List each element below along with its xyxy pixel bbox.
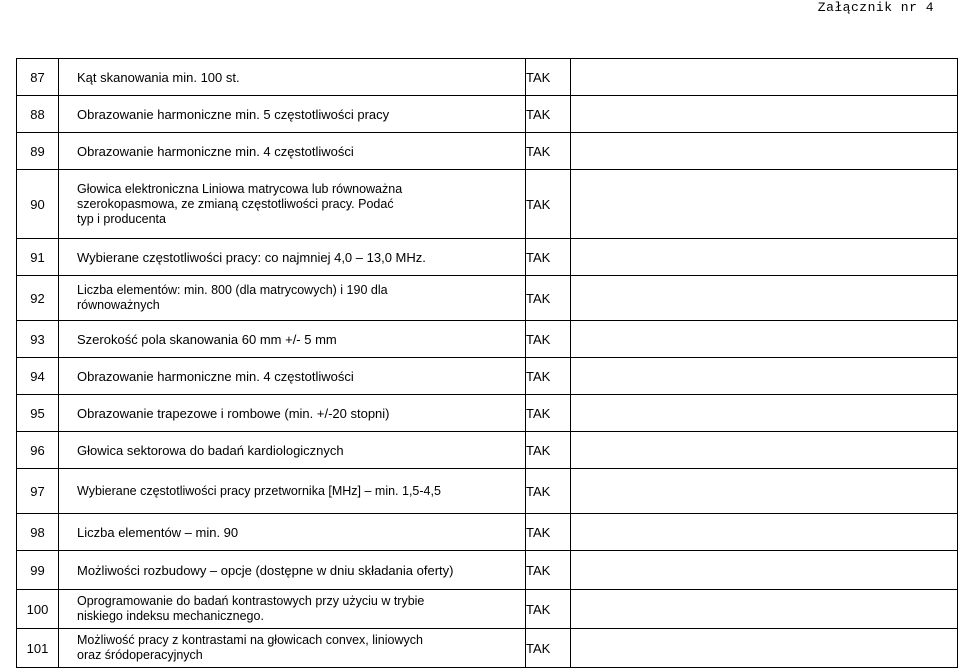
row-description: Szerokość pola skanowania 60 mm +/- 5 mm (59, 321, 526, 358)
table-row (17, 170, 958, 239)
row-blank-cell (571, 358, 958, 395)
row-blank-cell (571, 469, 958, 514)
row-requirement: TAK (526, 321, 571, 358)
table-row (17, 629, 958, 668)
row-description: Oprogramowanie do badań kontrastowych przy użyciu w trybie niskiego indeksu mechanicznego. (77, 594, 425, 623)
table-row (17, 133, 958, 170)
row-blank-cell (571, 432, 958, 469)
table-row (17, 551, 958, 590)
row-requirement: TAK (526, 469, 571, 514)
row-number: 92 (17, 276, 59, 321)
table-row (17, 469, 958, 514)
row-number: 99 (17, 551, 59, 590)
row-description: Wybierane częstotliwości pracy: co najmniej 4,0 – 13,0 MHz. (59, 239, 526, 276)
row-blank-cell (571, 395, 958, 432)
row-description-cell (59, 590, 526, 629)
row-number: 101 (17, 629, 59, 668)
row-blank-cell (571, 96, 958, 133)
table-row (17, 358, 958, 395)
row-requirement: TAK (526, 358, 571, 395)
table-row (17, 276, 958, 321)
row-blank-cell (571, 321, 958, 358)
row-description: Możliwości rozbudowy – opcje (dostępne w dniu składania oferty) (59, 551, 526, 590)
table-row (17, 59, 958, 96)
row-description: Możliwość pracy z kontrastami na głowicach convex, liniowych oraz śródoperacyjnych (77, 633, 423, 662)
row-description: Liczba elementów – min. 90 (59, 514, 526, 551)
row-requirement: TAK (526, 133, 571, 170)
table-row (17, 239, 958, 276)
row-number: 91 (17, 239, 59, 276)
row-number: 88 (17, 96, 59, 133)
row-number: 94 (17, 358, 59, 395)
row-number: 87 (17, 59, 59, 96)
row-description: Wybierane częstotliwości pracy przetwornika [MHz] – min. 1,5-4,5 (77, 483, 441, 498)
row-blank-cell (571, 59, 958, 96)
row-number: 95 (17, 395, 59, 432)
row-requirement: TAK (526, 432, 571, 469)
row-blank-cell (571, 276, 958, 321)
row-description-cell (59, 276, 526, 321)
table-row (17, 432, 958, 469)
row-number: 98 (17, 514, 59, 551)
table-row (17, 321, 958, 358)
row-blank-cell (571, 514, 958, 551)
row-blank-cell (571, 133, 958, 170)
row-requirement: TAK (526, 239, 571, 276)
row-description: Kąt skanowania min. 100 st. (59, 59, 526, 96)
row-blank-cell (571, 239, 958, 276)
table-row (17, 96, 958, 133)
row-requirement: TAK (526, 170, 571, 239)
row-number: 100 (17, 590, 59, 629)
row-description-cell (59, 170, 526, 239)
table-row (17, 590, 958, 629)
row-description: Obrazowanie harmoniczne min. 4 częstotliwości (59, 358, 526, 395)
row-description-cell (59, 629, 526, 668)
row-description: Głowica sektorowa do badań kardiologicznych (59, 432, 526, 469)
specification-table (16, 58, 958, 668)
row-requirement: TAK (526, 590, 571, 629)
row-description: Obrazowanie harmoniczne min. 4 częstotliwości (59, 133, 526, 170)
row-requirement: TAK (526, 96, 571, 133)
row-number: 96 (17, 432, 59, 469)
row-requirement: TAK (526, 629, 571, 668)
attachment-label: Załącznik nr 4 (817, 0, 934, 15)
row-number: 89 (17, 133, 59, 170)
row-blank-cell (571, 170, 958, 239)
row-requirement: TAK (526, 276, 571, 321)
table-row (17, 514, 958, 551)
row-number: 90 (17, 170, 59, 239)
row-description: Obrazowanie harmoniczne min. 5 częstotliwości pracy (59, 96, 526, 133)
row-blank-cell (571, 629, 958, 668)
table-row (17, 395, 958, 432)
row-requirement: TAK (526, 551, 571, 590)
row-number: 93 (17, 321, 59, 358)
row-requirement: TAK (526, 59, 571, 96)
row-description: Liczba elementów: min. 800 (dla matrycowych) i 190 dla równoważnych (77, 283, 388, 312)
row-number: 97 (17, 469, 59, 514)
row-requirement: TAK (526, 514, 571, 551)
row-blank-cell (571, 590, 958, 629)
row-description: Głowica elektroniczna Liniowa matrycowa lub równoważna szerokopasmowa, ze zmianą częstotliwości pracy. Podać typ i producenta (77, 181, 403, 226)
row-description: Obrazowanie trapezowe i rombowe (min. +/-20 stopni) (59, 395, 526, 432)
row-description-cell (59, 469, 526, 514)
row-blank-cell (571, 551, 958, 590)
row-requirement: TAK (526, 395, 571, 432)
